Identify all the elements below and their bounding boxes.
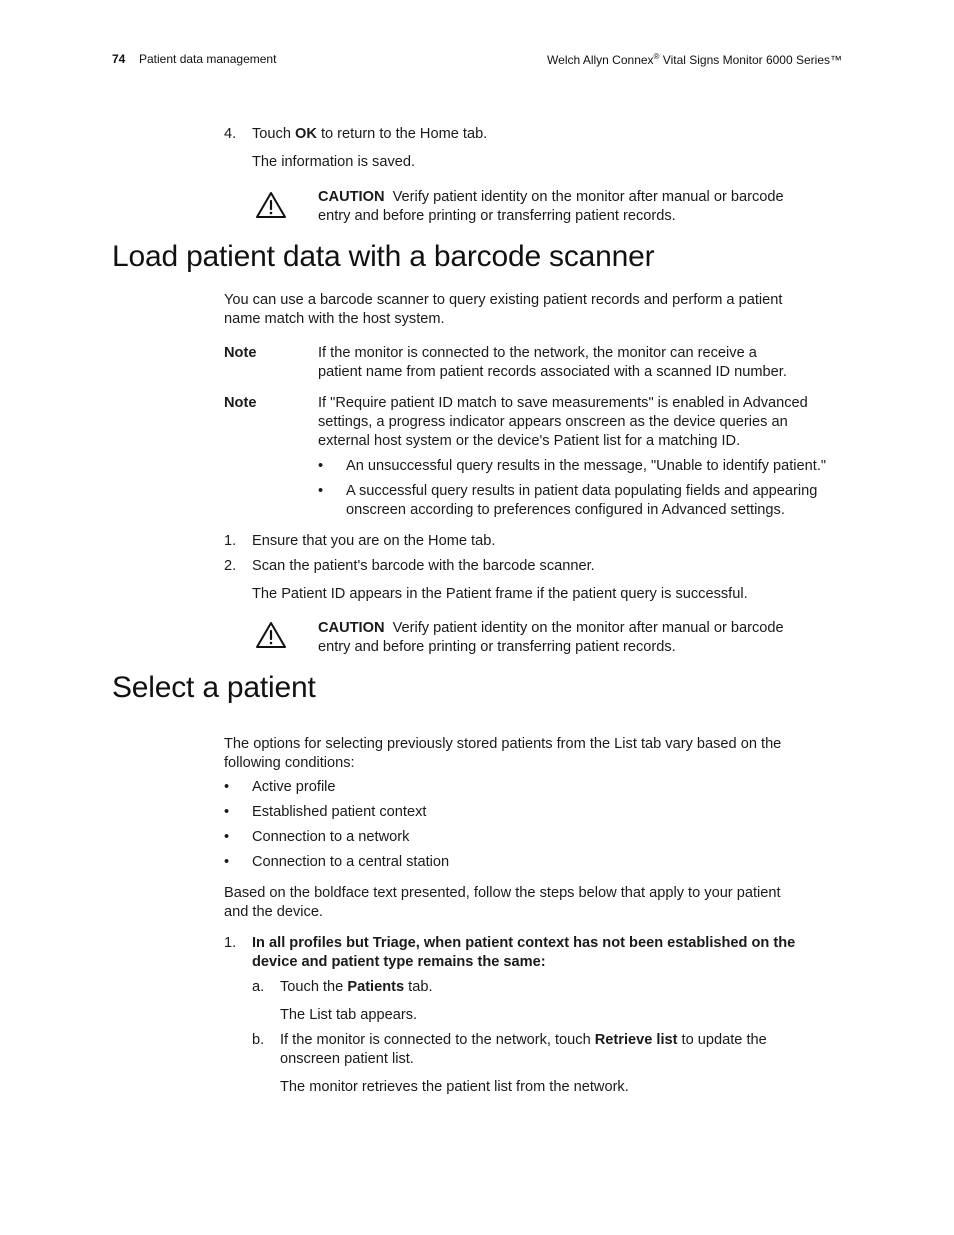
intro-paragraph bbox=[224, 291, 864, 329]
note-line: If "Require patient ID match to save measurements" is enabled in Advanced bbox=[318, 395, 808, 411]
note-line: If the monitor is connected to the network, the monitor can receive a bbox=[318, 345, 757, 361]
list-item: Connection to a central station bbox=[252, 854, 450, 870]
page-number: 74 bbox=[112, 52, 126, 66]
step-text: Scan the patient's barcode with the barcode scanner. bbox=[252, 558, 595, 574]
step-number: 1. bbox=[224, 533, 237, 549]
caution-line-1: Verify patient identity on the monitor after manual or barcode bbox=[392, 620, 784, 636]
note-text bbox=[318, 394, 878, 451]
retrieve-list-term: Retrieve list bbox=[594, 1032, 678, 1048]
patients-term: Patients bbox=[347, 979, 405, 995]
step-number: 1. bbox=[224, 935, 237, 951]
substep-post: tab. bbox=[404, 979, 433, 995]
list-item bbox=[346, 482, 886, 520]
caution-block bbox=[318, 619, 858, 657]
caution-line-2: entry and before printing or transferring patient records. bbox=[318, 639, 676, 655]
warning-triangle-icon bbox=[255, 191, 287, 219]
note-label: Note bbox=[224, 395, 257, 411]
substep-text bbox=[280, 1031, 860, 1069]
substep-pre: Touch the bbox=[280, 979, 348, 995]
note-text bbox=[318, 344, 858, 382]
intro-paragraph bbox=[224, 735, 864, 773]
step-condition-line: In all profiles but Triage, when patient context has not been established on the bbox=[252, 935, 796, 951]
ok-term: OK bbox=[295, 126, 317, 142]
registered-mark: ® bbox=[653, 52, 660, 61]
step-number: 2. bbox=[224, 558, 237, 574]
substep-label: a. bbox=[252, 979, 265, 995]
intro-line-1: The options for selecting previously stored patients from the List tab vary based on the bbox=[224, 736, 782, 752]
intro-line-2: following conditions: bbox=[224, 755, 355, 771]
substep-line-2: onscreen patient list. bbox=[280, 1051, 414, 1067]
step-text-pre: Touch bbox=[252, 126, 295, 142]
note-line: settings, a progress indicator appears onscreen as the device queries an bbox=[318, 414, 788, 430]
caution-label: CAUTION bbox=[318, 620, 385, 636]
section-heading: Load patient data with a barcode scanner bbox=[112, 240, 655, 273]
section-heading: Select a patient bbox=[112, 671, 316, 704]
follow-paragraph bbox=[224, 884, 864, 922]
bullet-marker: • bbox=[224, 854, 230, 870]
list-item-line: A successful query results in patient data populating fields and appearing bbox=[346, 483, 818, 499]
list-item-line: onscreen according to preferences configured in Advanced settings. bbox=[346, 502, 785, 518]
substep-text bbox=[280, 978, 433, 997]
caution-line-2: entry and before printing or transferring patient records. bbox=[318, 208, 676, 224]
step-condition-line: device and patient type remains the same: bbox=[252, 954, 546, 970]
step-text-post: to return to the Home tab. bbox=[316, 126, 488, 142]
warning-triangle-icon bbox=[255, 621, 287, 649]
step-result: The information is saved. bbox=[252, 154, 416, 170]
list-item: Connection to a network bbox=[252, 829, 410, 845]
step-result: The Patient ID appears in the Patient frame if the patient query is successful. bbox=[252, 586, 748, 602]
step-number: 4. bbox=[224, 126, 237, 142]
bullet-marker: • bbox=[318, 483, 324, 499]
running-section: Patient data management bbox=[139, 52, 277, 66]
follow-line-1: Based on the boldface text presented, follow the steps below that apply to your patient bbox=[224, 885, 781, 901]
caution-block bbox=[318, 188, 858, 226]
doc-title-rest: Vital Signs Monitor 6000 Series™ bbox=[659, 53, 842, 67]
substep-result: The List tab appears. bbox=[280, 1007, 418, 1023]
note-line: patient name from patient records associated with a scanned ID number. bbox=[318, 364, 787, 380]
bullet-marker: • bbox=[224, 829, 230, 845]
bullet-marker: • bbox=[224, 779, 230, 795]
substep-pre: If the monitor is connected to the network, touch bbox=[280, 1032, 595, 1048]
running-title bbox=[547, 52, 842, 67]
intro-line-1: You can use a barcode scanner to query existing patient records and perform a patient bbox=[224, 292, 783, 308]
substep-post: to update the bbox=[677, 1032, 767, 1048]
substep-result: The monitor retrieves the patient list from the network. bbox=[280, 1079, 629, 1095]
step-text bbox=[252, 125, 487, 144]
list-item: An unsuccessful query results in the message, "Unable to identify patient." bbox=[346, 458, 827, 474]
bullet-marker: • bbox=[224, 804, 230, 820]
doc-title: Welch Allyn Connex bbox=[547, 53, 654, 67]
follow-line-2: and the device. bbox=[224, 904, 323, 920]
caution-line-1: Verify patient identity on the monitor after manual or barcode bbox=[392, 189, 784, 205]
list-item: Active profile bbox=[252, 779, 336, 795]
list-item: Established patient context bbox=[252, 804, 427, 820]
caution-label: CAUTION bbox=[318, 189, 385, 205]
step-text: Ensure that you are on the Home tab. bbox=[252, 533, 496, 549]
substep-label: b. bbox=[252, 1032, 265, 1048]
note-label: Note bbox=[224, 345, 257, 361]
intro-line-2: name match with the host system. bbox=[224, 311, 445, 327]
note-line: external host system or the device's Patient list for a matching ID. bbox=[318, 433, 741, 449]
bullet-marker: • bbox=[318, 458, 324, 474]
step-condition bbox=[252, 934, 872, 972]
